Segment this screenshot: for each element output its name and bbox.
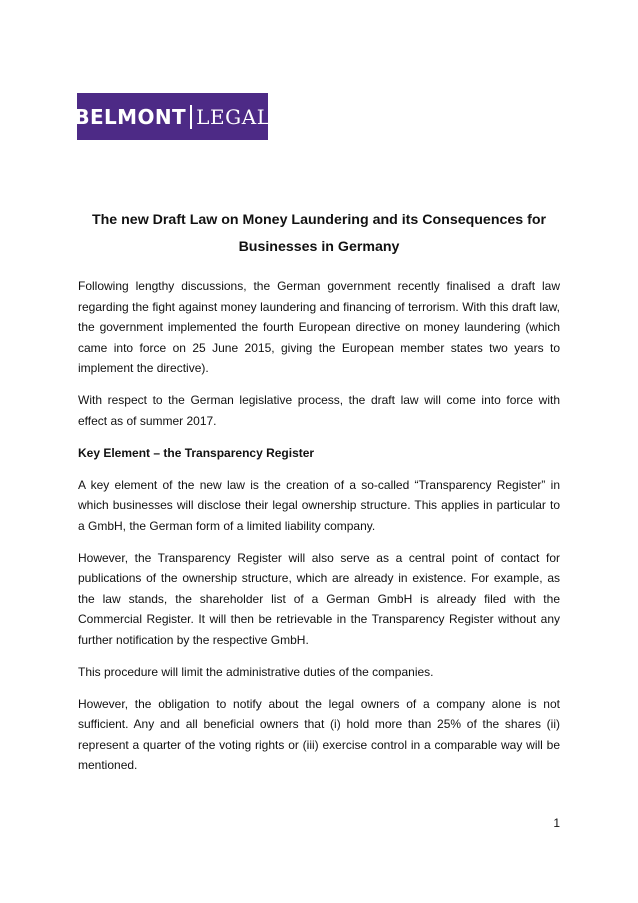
document-title — [78, 207, 560, 261]
paragraph-intro: Following lengthy discussions, the German government recently finalised a draft law regarding the fight against money laundering and financing of terrorism. With this draft law, the government implemented the fourth European directive on money laundering (which came into force on 25 June 2015, giving the European member states two years to implement the directive). — [78, 279, 560, 375]
paragraph-key-element: A key element of the new law is the creation of a so-called “Transparency Register” in which businesses will disclose their legal ownership structure. This applies in particular to a GmbH, the German form of a limited liability company. — [78, 477, 560, 533]
page-number: 1 — [553, 816, 560, 830]
paragraph-beneficial-owners: However, the obligation to notify about the legal owners of a company alone is not sufficient. Any and all beneficial owners that (i) hold more than 25% of the shares (ii) represent a quarter of the voting rights or (iii) exercise control in a comparable way will be mentioned. — [78, 696, 560, 772]
logo-wordmark — [74, 105, 270, 129]
logo-text-belmont: BELMONT — [74, 104, 187, 129]
document-body — [78, 276, 560, 787]
section-heading-transparency-register: Key Element – the Transparency Register — [78, 445, 315, 460]
belmont-legal-logo — [74, 93, 271, 140]
document-title-line-2: Businesses in Germany — [238, 239, 400, 255]
paragraph-central-contact: However, the Transparency Register will also serve as a central point of contact for publications of the ownership structure, which are already in existence. For example, as the law stands, the shareholder list of a German GmbH is already filed with the Commercial Register. It will then be retrievable in the Transparency Register without any further notification by the respective GmbH. — [78, 550, 560, 647]
document-title-line-1: The new Draft Law on Money Laundering and its Consequences for — [91, 212, 547, 228]
paragraph-legislative-process: With respect to the German legislative process, the draft law will come into force with effect as of summer 2017. — [78, 393, 560, 428]
logo-divider — [190, 105, 192, 129]
logo-text-legal: LEGAL — [196, 104, 271, 129]
paragraph-administrative-duties: This procedure will limit the administrative duties of the companies. — [78, 664, 434, 679]
